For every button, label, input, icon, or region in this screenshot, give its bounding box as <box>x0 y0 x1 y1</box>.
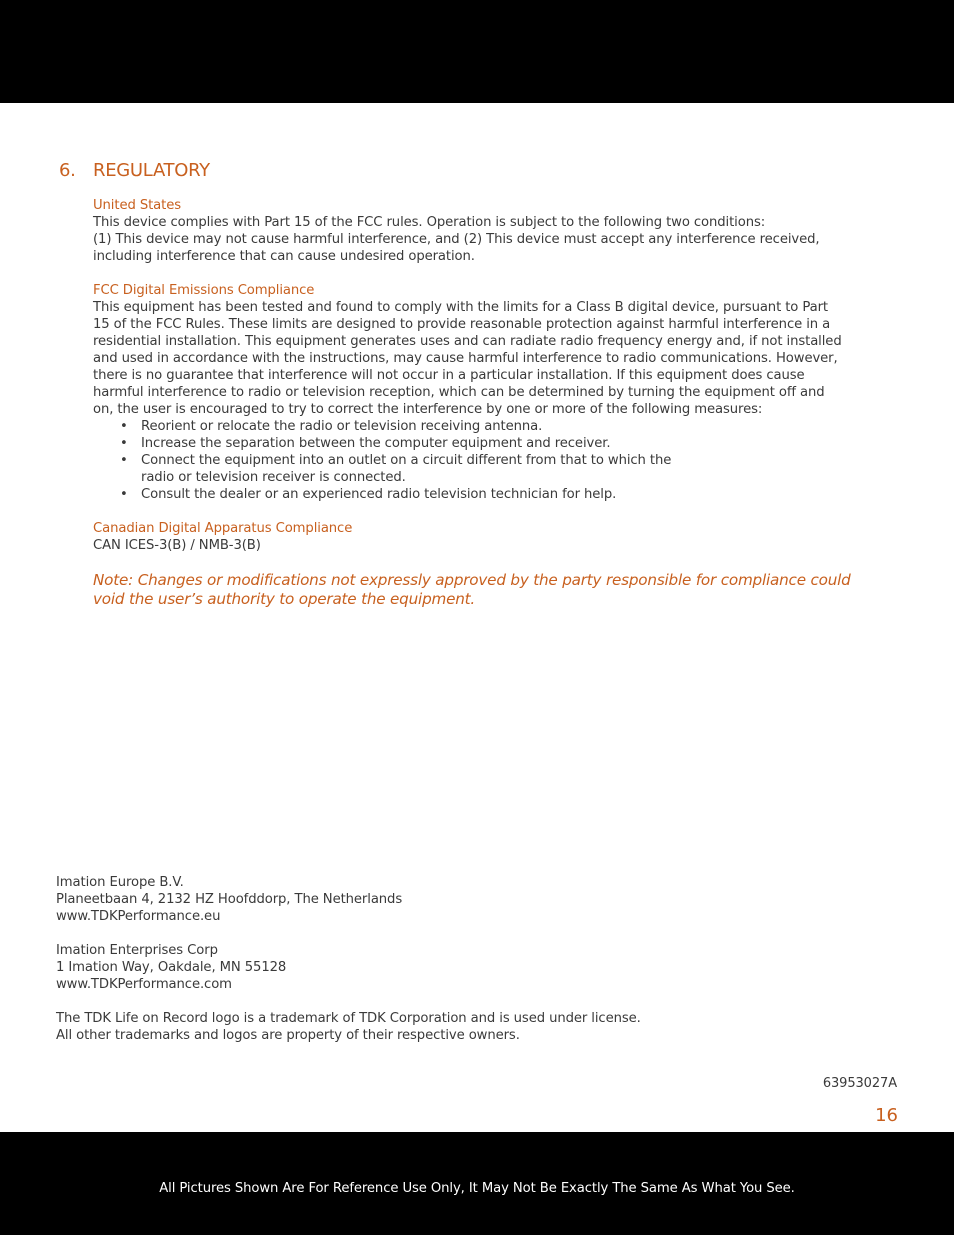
measure-text: Reorient or relocate the radio or television receiving antenna. <box>141 419 543 434</box>
regulatory-content <box>93 197 893 624</box>
text-line: and used in accordance with the instructions, may cause harmful interference to radio communications. However, <box>93 351 838 366</box>
fcc-heading: FCC Digital Emissions Compliance <box>93 283 315 298</box>
text-line: This device complies with Part 15 of the FCC rules. Operation is subject to the following two conditions: <box>93 215 766 230</box>
reference-disclaimer: All Pictures Shown Are For Reference Use Only, It May Not Be Exactly The Same As What You See. <box>159 1181 795 1196</box>
top-black-bar <box>0 0 954 103</box>
bullet-icon: • <box>120 487 128 502</box>
address-usa <box>56 942 641 993</box>
section-heading <box>59 160 210 181</box>
text-line: This equipment has been tested and found to comply with the limits for a Class B digital device, pursuant to Part <box>93 300 828 315</box>
trademark-notice <box>56 1010 641 1044</box>
compliance-note <box>93 571 893 609</box>
company-address: 1 Imation Way, Oakdale, MN 55128 <box>56 960 287 975</box>
canada-block <box>93 520 893 554</box>
company-name: Imation Europe B.V. <box>56 875 184 890</box>
fcc-block <box>93 282 893 503</box>
measure-text: Connect the equipment into an outlet on a circuit different from that to which the <box>141 453 672 468</box>
address-europe <box>56 874 641 925</box>
company-website: www.TDKPerformance.eu <box>56 909 221 924</box>
company-info <box>56 874 641 1044</box>
page-number: 16 <box>875 1105 898 1126</box>
text-line: including interference that can cause undesired operation. <box>93 249 475 264</box>
section-number: 6. <box>59 160 76 181</box>
trademark-line: All other trademarks and logos are property of their respective owners. <box>56 1028 520 1043</box>
trademark-line: The TDK Life on Record logo is a trademark of TDK Corporation and is used under license. <box>56 1011 641 1026</box>
united-states-heading: United States <box>93 198 181 213</box>
text-line: on, the user is encouraged to try to correct the interference by one or more of the following measures: <box>93 402 763 417</box>
company-website: www.TDKPerformance.com <box>56 977 232 992</box>
document-code: 63953027A <box>822 1076 897 1091</box>
note-line: void the user’s authority to operate the equipment. <box>93 590 476 608</box>
text-line: 15 of the FCC Rules. These limits are designed to provide reasonable protection against harmful interference in a <box>93 317 831 332</box>
canada-heading: Canadian Digital Apparatus Compliance <box>93 521 353 536</box>
text-line: (1) This device may not cause harmful interference, and (2) This device must accept any interference received, <box>93 232 820 247</box>
company-address: Planeetbaan 4, 2132 HZ Hoofddorp, The Netherlands <box>56 892 403 907</box>
text-line: residential installation. This equipment generates uses and can radiate radio frequency energy and, if not installed <box>93 334 842 349</box>
list-item <box>93 435 721 452</box>
measures-list <box>93 418 893 503</box>
measure-text-continued: radio or television receiver is connected. <box>141 470 406 485</box>
note-line: Note: Changes or modifications not expressly approved by the party responsible for compliance could <box>93 571 851 589</box>
united-states-text <box>93 214 893 265</box>
measure-text: Increase the separation between the computer equipment and receiver. <box>141 436 611 451</box>
company-name: Imation Enterprises Corp <box>56 943 218 958</box>
fcc-text <box>93 299 893 418</box>
text-line: harmful interference to radio or television reception, which can be determined by turning the equipment off and <box>93 385 825 400</box>
section-title: REGULATORY <box>93 160 210 181</box>
bullet-icon: • <box>120 453 128 468</box>
list-item <box>93 486 721 503</box>
list-item <box>93 418 721 435</box>
list-item <box>93 452 721 486</box>
bullet-icon: • <box>120 436 128 451</box>
canada-text: CAN ICES-3(B) / NMB-3(B) <box>93 538 261 553</box>
text-line: there is no guarantee that interference will not occur in a particular installation. If this equipment does cause <box>93 368 805 383</box>
united-states-block <box>93 197 893 265</box>
measure-text: Consult the dealer or an experienced radio television technician for help. <box>141 487 617 502</box>
bullet-icon: • <box>120 419 128 434</box>
